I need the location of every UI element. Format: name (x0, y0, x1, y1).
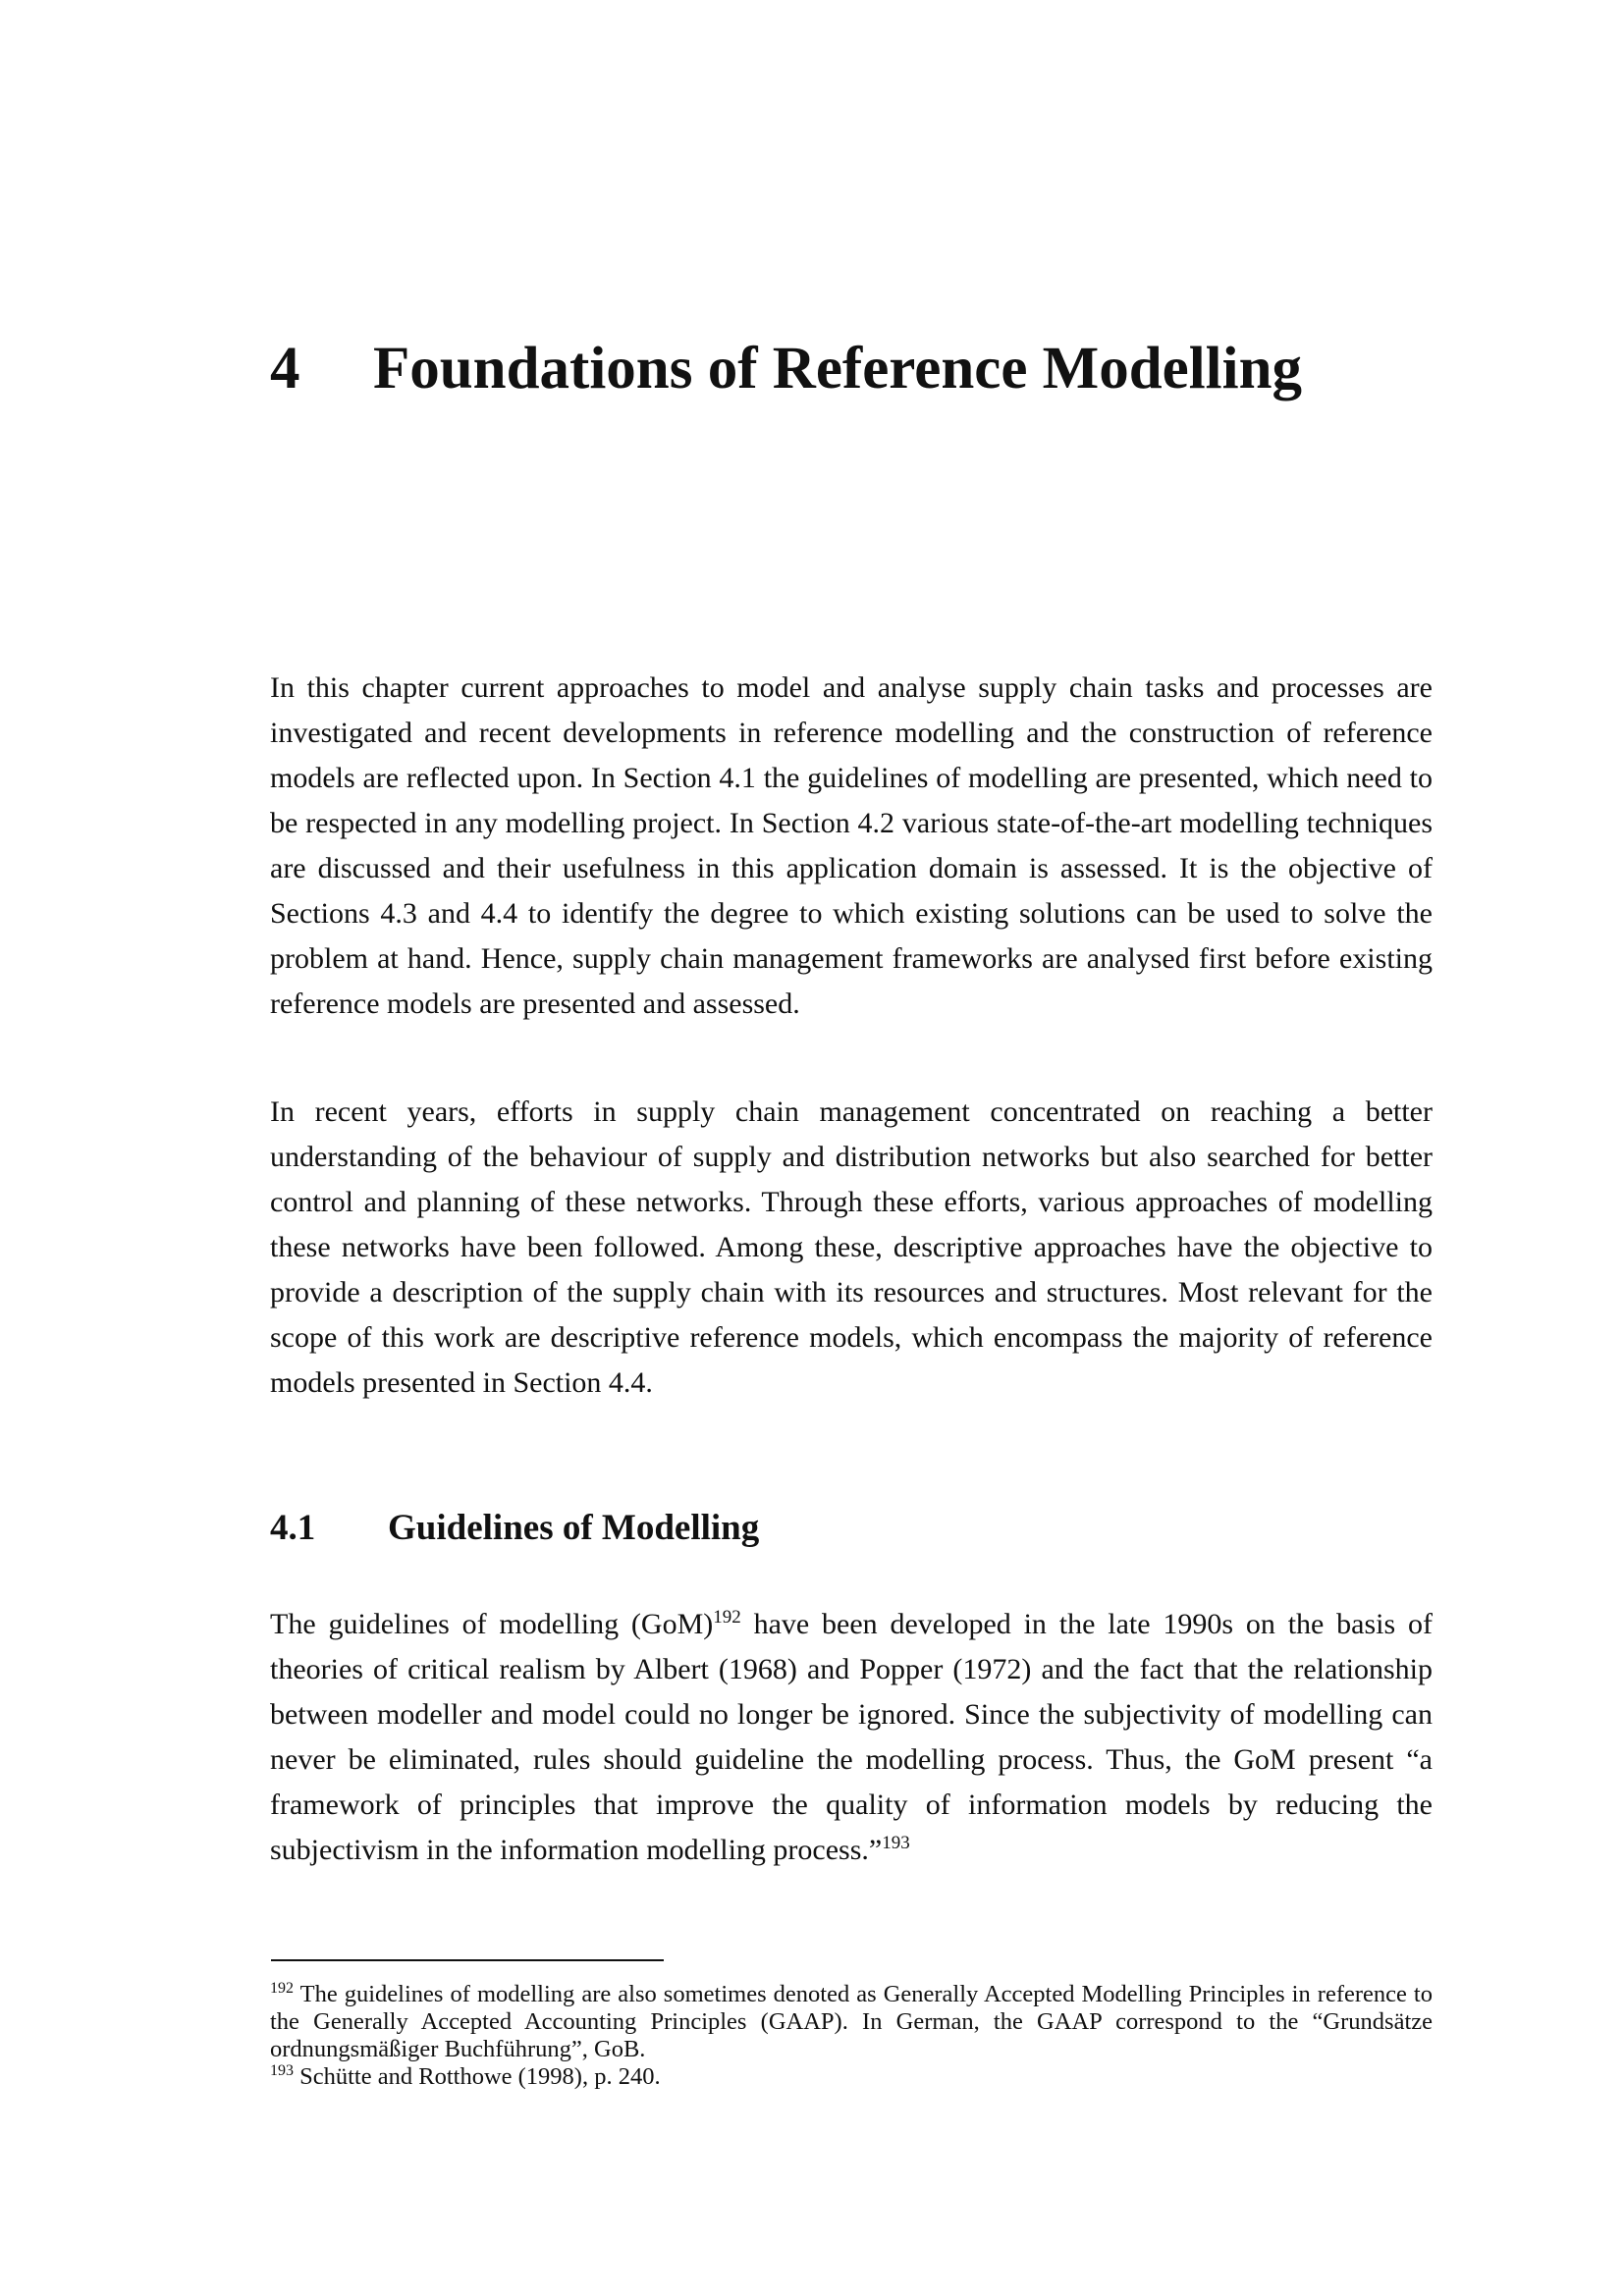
intro-paragraph-2: In recent years, efforts in supply chain management concentrated on reaching a better understanding of the behaviour of supply and distribution networks but also searched for better control and planning of these networks. Through these efforts, various approaches of modelling these networks have been followed. Among these, descriptive approaches have the objective to provide a description of the supply chain with its resources and structures. Most relevant for the scope of this work are descriptive reference models, which encompass the majority of reference models presented in Section 4.4. (270, 1095, 1433, 1399)
footnote-ref-192[interactable]: 192 (713, 1607, 741, 1628)
section-number: 4.1 (270, 1508, 316, 1548)
intro-paragraph-1: In this chapter current approaches to model and analyse supply chain tasks and processes are investigated and recent developments in reference modelling and the construction of reference models are reflected upon. In Section 4.1 the guidelines of modelling are presented, which need to be respected in any modelling project. In Section 4.2 various state-of-the-art modelling techniques are discussed and their usefulness in this application domain is assessed. It is the objective of Sections 4.3 and 4.4 to identify the degree to which existing solutions can be used to solve the problem at hand. Hence, supply chain management frameworks are analysed first before existing reference models are presented and assessed. (270, 671, 1433, 1020)
chapter-heading (270, 336, 1303, 401)
footnote-number: 193 (270, 2061, 294, 2079)
footnote-192 (270, 1981, 1433, 2063)
footnote-ref-193[interactable]: 193 (882, 1833, 910, 1853)
section-heading (270, 1510, 759, 1546)
section-paragraph-1 (270, 1602, 1433, 1873)
section-title: Guidelines of Modelling (388, 1508, 760, 1548)
footnote-text: Schütte and Rotthowe (1998), p. 240. (294, 2063, 661, 2090)
footnote-text: The guidelines of modelling are also sometimes denoted as Generally Accepted Modelling Principles in reference to the Generally Accepted Accounting Principles (GAAP). In German, the GAAP correspond to the “Grundsätze ordnungsmäßiger Buchführung”, GoB. (270, 1981, 1433, 2062)
section-paragraph-text-b: have been developed in the late 1990s on the basis of theories of critical realism by Albert (1968) and Popper (1972) and the fact that the relationship between modeller and model could no longer be ignored. Since the subjectivity of modelling can never be eliminated, rules should guideline the modelling process. Thus, the GoM present “a framework of principles that improve the quality of information models by reducing the subjectivism in the information modelling process.” (270, 1608, 1433, 1866)
footnote-number: 192 (270, 1979, 294, 1997)
chapter-number: 4 (270, 336, 300, 401)
section-paragraph-text-a: The guidelines of modelling (GoM) (270, 1608, 714, 1640)
footnote-divider (271, 1959, 664, 1961)
footnote-193 (270, 2063, 1433, 2091)
chapter-title: Foundations of Reference Modelling (373, 336, 1303, 401)
footnotes (270, 1981, 1433, 2091)
